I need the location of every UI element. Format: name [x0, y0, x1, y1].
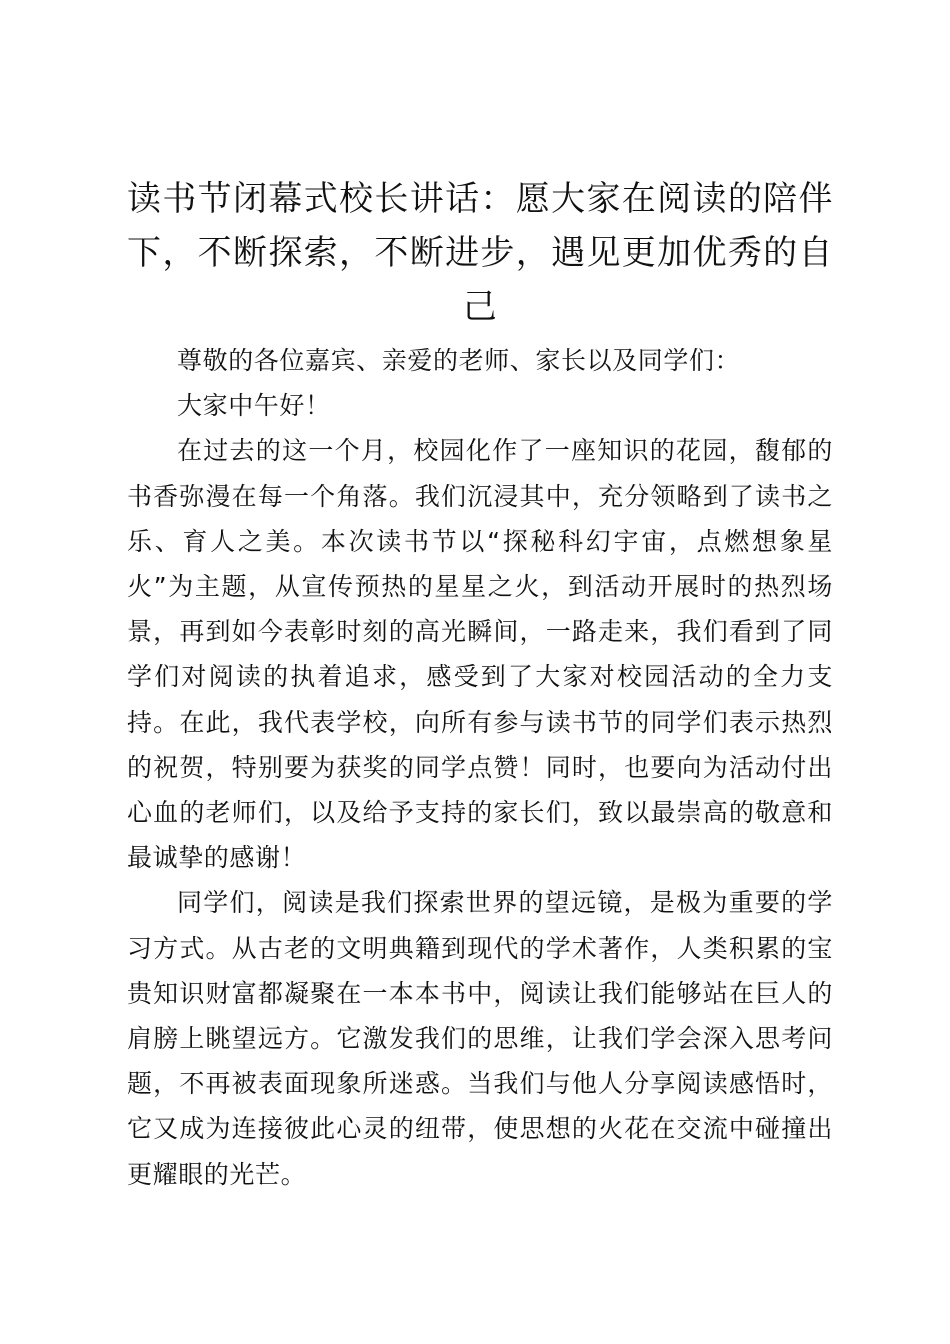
document-title: 读书节闭幕式校长讲话：愿大家在阅读的陪伴下，不断探索，不断进步，遇见更加优秀的自己: [127, 179, 833, 327]
body-paragraph: 在过去的这一个月，校园化作了一座知识的花园，馥郁的书香弥漫在每一个角落。我们沉浸其中，充分领略到了读书之乐、育人之美。本次读书节以“探秘科幻宇宙，点燃想象星火”为主题，从宣传预热的星星之火，到活动开展时的热烈场景，再到如今表彰时刻的高光瞬间，一路走来，我们看到了同学们对阅读的执着追求，感受到了大家对校园活动的全力支持。在此，我代表学校，向所有参与读书节的同学们表示热烈的祝贺，特别要为获奖的同学点赞！同时，也要向为活动付出心血的老师们，以及给予支持的家长们，致以最崇高的敬意和最诚挚的感谢！: [127, 436, 833, 873]
greeting: 大家中午好！: [177, 391, 331, 421]
salutation: 尊敬的各位嘉宾、亲爱的老师、家长以及同学们：: [177, 346, 741, 375]
document-page: [127, 172, 833, 1197]
body-paragraph: 同学们，阅读是我们探索世界的望远镜，是极为重要的学习方式。从古老的文明典籍到现代的学术著作，人类积累的宝贵知识财富都凝聚在一本本书中，阅读让我们能够站在巨人的肩膀上眺望远方。它激发我们的思维，让我们学会深入思考问题，不再被表面现象所迷惑。当我们与他人分享阅读感悟时，它又成为连接彼此心灵的纽带，使思想的火花在交流中碰撞出更耀眼的光芒。: [127, 888, 833, 1189]
